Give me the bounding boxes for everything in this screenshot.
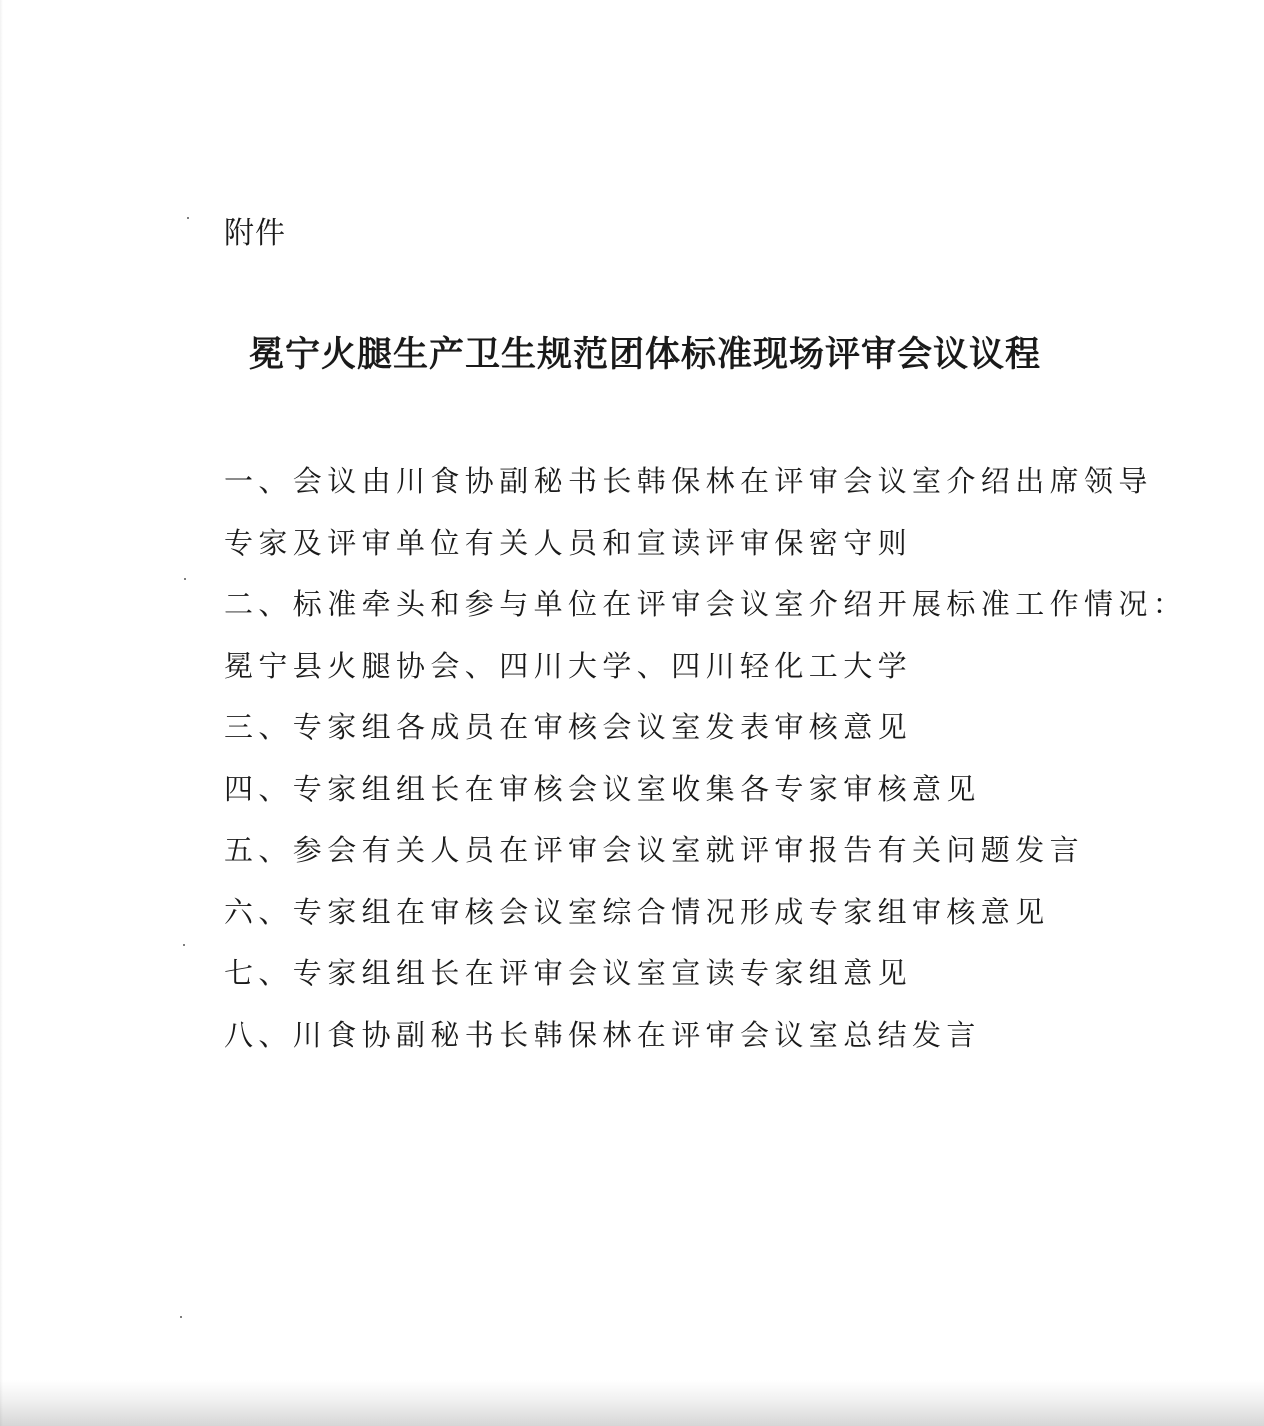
scan-speck — [180, 1316, 182, 1318]
scan-speck — [183, 944, 185, 946]
agenda-line-7: 五、参会有关人员在评审会议室就评审报告有关问题发言 — [224, 833, 1085, 867]
agenda-line-3: 二、标准牵头和参与单位在评审会议室介绍开展标准工作情况： — [224, 587, 1188, 621]
agenda-line-2: 专家及评审单位有关人员和宣读评审保密守则 — [224, 525, 913, 560]
agenda-line-5: 三、专家组各成员在审核会议室发表审核意见 — [224, 710, 913, 744]
agenda-line-8: 六、专家组在审核会议室综合情况形成专家组审核意见 — [224, 894, 1050, 929]
agenda-list — [224, 458, 1187, 1073]
document-title: 冕宁火腿生产卫生规范团体标准现场评审会议议程 — [248, 334, 1041, 375]
scan-speck — [184, 578, 186, 580]
agenda-line-10: 八、川食协副秘书长韩保林在评审会议室总结发言 — [224, 1017, 981, 1052]
agenda-line-6: 四、专家组组长在审核会议室收集各专家审核意见 — [224, 771, 981, 806]
agenda-line-4: 冕宁县火腿协会、四川大学、四川轻化工大学 — [224, 648, 913, 683]
page-bottom-shadow — [0, 1380, 1264, 1426]
scan-speck — [187, 217, 189, 219]
attachment-label: 附件 — [224, 216, 286, 251]
page-edge-shadow — [0, 0, 3, 1426]
agenda-line-9: 七、专家组组长在评审会议室宣读专家组意见 — [224, 956, 913, 990]
agenda-line-1: 一、会议由川食协副秘书长韩保林在评审会议室介绍出席领导 — [224, 464, 1153, 498]
